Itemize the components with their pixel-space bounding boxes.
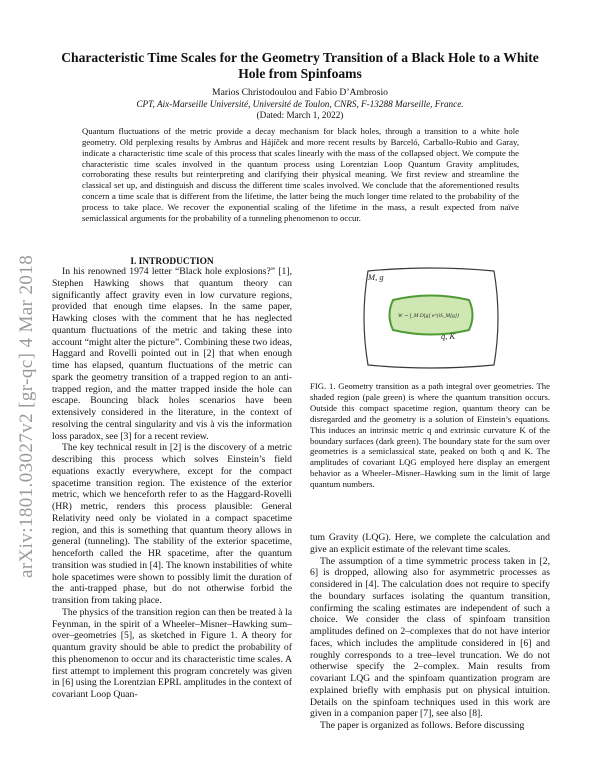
paper-title: Characteristic Time Scales for the Geometry Transition of a Black Hole to a White Hole from Spinfoams [61, 50, 539, 81]
paragraph: The paper is organized as follows. Before discussing [320, 720, 525, 731]
figure-1 [358, 263, 504, 373]
left-column [52, 266, 292, 701]
inner-label: q, K [441, 331, 456, 341]
paper-affiliation: CPT, Aix-Marseille Université, Université de Toulon, CNRS, F-13288 Marseille, France. [136, 99, 464, 109]
abstract: Quantum fluctuations of the metric provide a decay mechanism for black holes, through a transition to a white hole geometry. Old perplexing results by Ambrus and Hájíček and more recent results by Barceló, Carballo-Rubio and Garay, indicate a characteristic time scale of this process that scales linearly with the mass of the collapsed object. We compute the characteristic time scales involved in the quantum process using Lorentzian Loop Quantum Gravity amplitudes, corroborating these results but reinterpreting and clarifying their physical meaning. We first review and streamline the classical set up, and distinguish and discuss the different time scales involved. We conclude that the aforementioned results concern a time scale that is different from the lifetime, the latter being the much longer time related to the probability of the process to take place. We recover the exponential scaling of the lifetime in the mass, a result expected from naïve semiclassical arguments for the probability of a tunneling phenomenon to occur. [82, 126, 519, 223]
paragraph: The physics of the transition region can then be treated à la Feynman, in the spirit of a Wheeler–Misner–Hawking sum–over–geometries [5], as sketched in Figure 1. A theory for quantum gravity should be able to predict the probability of this phenomenon to occur and its characteristic time scales. A first attempt to implement this program concretely was given in [6] using the Lorentzian EPRL amplitudes in the context of covariant Loop Quan- [52, 606, 292, 700]
paragraph: The key technical result in [2] is the discovery of a metric describing this process which solves Einstein’s field equations exactly everywhere, except for the compact spacetime transition region. The existence of the exterior metric, which we henceforth refer to as the Haggard-Rovelli (HR) metric, renders this process plausible: General Relativity need only be violated in a compact spacetime region, and this is something that quantum theory allows in general (tunneling). The stability of the exterior spacetime, henceforth called the HR spacetime, after the quantum transition was studied in [4]. The known instabilities of white hole spacetimes were shown to possibly limit the duration of the anti-trapped phase, but do not otherwise forbid the transition from taking place. [52, 442, 292, 606]
section-heading: I. INTRODUCTION [130, 257, 214, 267]
outer-label: M, g [368, 272, 384, 282]
figure-caption: FIG. 1. Geometry transition as a path integral over geometries. The shaded region (pale green) is where the quantum transition occurs. Outside this compact spacetime region, quantum theory can be disregarded and the geometry is a solution of Einstein’s equations. This induces an intrinsic metric q and extrinsic curvature K of the boundary surfaces (dark green). The boundary state for the sum over geometries is a semiclassical state, peaked on both q and K. The amplitudes of covariant LQG employed here display an emergent behavior as a Wheeler–Misner–Hawking sum in the limit of large quantum numbers. [310, 381, 550, 490]
right-column [310, 532, 550, 732]
arxiv-id: arXiv:1801.03027v2 [gr-qc] 4 Mar 2018 [16, 254, 37, 578]
paragraph: In his renowned 1974 letter “Black hole explosions?” [1], Stephen Hawking shows that quantum theory can significantly affect gravity even in low curvature regions, provided that enough time elapses. In the same paper, Hawking closes with the comment that he has neglected quantum fluctuations of the metric and taking these into account “might alter the picture”. Combining these two ideas, Haggard and Rovelli pointed out in [2] that when enough time has elapsed, quantum fluctuations of the metric can spark the geometry transition of a trapped region to an anti-trapped region, and the matter trapped inside the hole can escape. Bouncing black holes scenarios have been extensively considered in the literature, in the context of resolving the central singularity and vis à vis the information loss paradox, see [3] for a recent review. [52, 266, 292, 442]
paper-authors: Marios Christodoulou and Fabio D’Ambrosio [212, 87, 388, 98]
path-integral-formula: W ∼ ∫_M D[g] e^{iS_M[g]} [398, 313, 460, 319]
paragraph: The assumption of a time symmetric process taken in [2, 6] is dropped, allowing also for asymmetric processes as considered in [4]. The calculation does not require to specify the boundary surfaces isolating the quantum transition, confirming the scaling estimates are independent of such a choice. We consider the class of spinfoam transition amplitudes defined on 2–complexes that do not have interior faces, which includes the amplitude considered in [6] and roughly corresponds to a tree–level truncation. We do not otherwise specify the 2–complex. Main results from covariant LQG and the spinfoam quantization program are explained briefly with emphasis put on physical intuition. Details on the spinfoam techniques used in this work are given in a companion paper [7], see also [8]. [310, 555, 550, 720]
paper-date: (Dated: March 1, 2022) [256, 110, 344, 120]
arxiv-stamp [12, 148, 40, 578]
paragraph: tum Gravity (LQG). Here, we complete the calculation and give an explicit estimate of the relevant time scales. [310, 532, 550, 555]
